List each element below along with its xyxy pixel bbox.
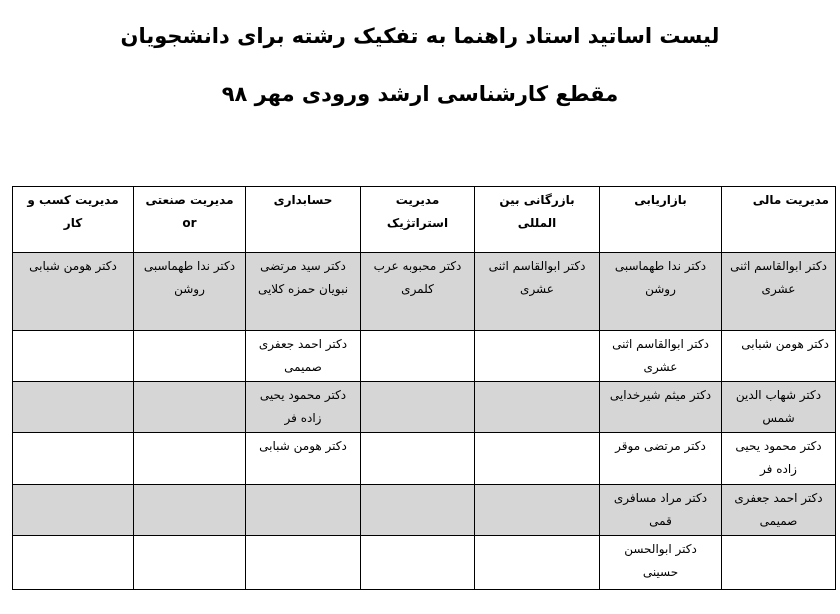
table-cell: [134, 433, 246, 485]
table-cell: دکتر ابوالقاسم اثنی عشری: [475, 253, 600, 331]
table-cell: [475, 536, 600, 590]
table-cell: دکتر مراد مسافری قمی: [600, 485, 722, 536]
table-cell: [475, 485, 600, 536]
table-cell: دکتر ندا طهماسبی روشن: [134, 253, 246, 331]
header-business-management: مدیریت کسب و کار: [13, 187, 134, 253]
table-cell: [13, 331, 134, 382]
header-marketing: بازاریابی: [600, 187, 722, 253]
header-strategic-management: مدیریت استراتژیک: [361, 187, 475, 253]
table-cell: دکتر محمود یحیی زاده فر: [246, 382, 361, 433]
table-cell: [361, 382, 475, 433]
table-cell: [134, 485, 246, 536]
header-accounting: حسابداری: [246, 187, 361, 253]
table-cell: [361, 536, 475, 590]
table-cell: دکتر هومن شبابی: [13, 253, 134, 331]
header-financial-management: مدیریت مالی: [722, 187, 836, 253]
table-cell: دکتر احمد جعفری صمیمی: [246, 331, 361, 382]
table-cell: [13, 433, 134, 485]
table-cell: دکتر میثم شیرخدایی: [600, 382, 722, 433]
table-row: [13, 253, 836, 331]
table-cell: [246, 485, 361, 536]
table-row: [13, 485, 836, 536]
table-cell: [722, 536, 836, 590]
table-cell: دکتر ابوالقاسم اثنی عشری: [600, 331, 722, 382]
table-cell: [13, 382, 134, 433]
table-cell: [134, 382, 246, 433]
table-cell: [13, 536, 134, 590]
table-cell: دکتر هومن شبابی: [722, 331, 836, 382]
page-title: لیست اساتید استاد راهنما به تفکیک رشته برای دانشجویان: [120, 24, 720, 48]
advisor-table: [12, 186, 836, 590]
table-cell: دکتر شهاب الدین شمس: [722, 382, 836, 433]
table-cell: دکتر هومن شبابی: [246, 433, 361, 485]
table-cell: [361, 331, 475, 382]
table-cell: [246, 536, 361, 590]
table-cell: دکتر سید مرتضی نبویان حمزه کلایی: [246, 253, 361, 331]
header-international-business: بازرگانی بین المللی: [475, 187, 600, 253]
table-cell: دکتر مرتضی موقر: [600, 433, 722, 485]
table-row: [13, 382, 836, 433]
table-row: [13, 536, 836, 590]
table-cell: [134, 331, 246, 382]
table-row: [13, 433, 836, 485]
table-cell: دکتر محبوبه عرب کلمری: [361, 253, 475, 331]
table-cell: [475, 382, 600, 433]
table-cell: دکتر ندا طهماسبی روشن: [600, 253, 722, 331]
header-row: [13, 187, 836, 253]
table-cell: [134, 536, 246, 590]
table-cell: دکتر ابوالحسن حسینی: [600, 536, 722, 590]
table-cell: [361, 485, 475, 536]
table-cell: [361, 433, 475, 485]
table-row: [13, 331, 836, 382]
page-subtitle: مقطع کارشناسی ارشد ورودی مهر ۹۸: [221, 82, 619, 106]
table-cell: دکتر ابوالقاسم اثنی عشری: [722, 253, 836, 331]
table-cell: [13, 485, 134, 536]
header-industrial-management: مدیریت صنعتی or: [134, 187, 246, 253]
table-cell: دکتر احمد جعفری صمیمی: [722, 485, 836, 536]
table-cell: دکتر محمود یحیی زاده فر: [722, 433, 836, 485]
table-cell: [475, 331, 600, 382]
table-cell: [475, 433, 600, 485]
